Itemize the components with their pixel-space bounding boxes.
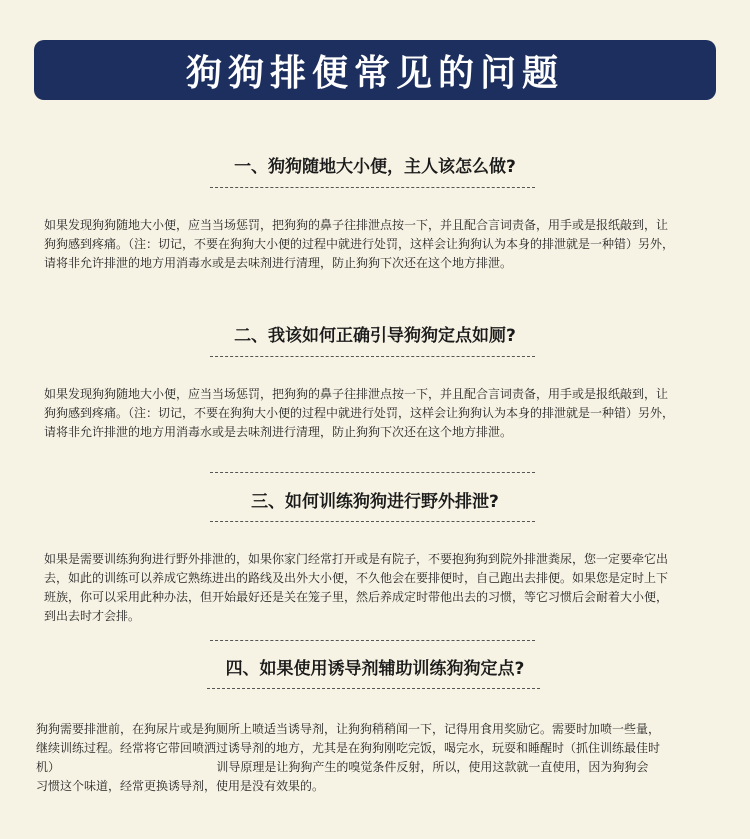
section-4-line: 继续训练过程。经常将它带回喷洒过诱导剂的地方，尤其是在狗狗刚吃完饭，喝完水，玩耍和睡醒时（抓住训练最佳时 bbox=[36, 741, 661, 755]
section-4-line: 狗狗需要排泄前，在狗尿片或是狗厕所上喷适当诱导剂，让狗狗稍稍闻一下，记得用食用奖励它。需要时加喷一些量， bbox=[36, 722, 661, 736]
section-3-line: 如果是需要训练狗狗进行野外排泄的，如果你家门经常打开或是有院子，不要抱狗狗到院外排泄粪尿，您一定要牵它出 bbox=[44, 552, 669, 566]
section-1-line: 狗狗感到疼痛。（注：切记，不要在狗狗大小便的过程中就进行处罚，这样会让狗狗认为本身的排泄就是一种错）另外， bbox=[44, 237, 675, 251]
section-4-line: 机） 训导原理是让狗狗产生的嗅觉条件反射，所以，使用这款就一直使用，因为狗狗会 bbox=[36, 760, 649, 774]
section-3-top-divider bbox=[210, 472, 535, 473]
section-2-paragraph bbox=[44, 385, 674, 442]
section-3-line: 班族，你可以采用此种办法，但开始最好还是关在笼子里，然后养成定时带他出去的习惯，等它习惯后会耐着大小便， bbox=[44, 590, 669, 604]
section-3-line: 去，如此的训练可以养成它熟练进出的路线及出外大小便，不久他会在要排便时，自己跑出去排便。如果您是定时上下 bbox=[44, 571, 669, 585]
section-3-divider bbox=[210, 521, 535, 522]
section-1-paragraph bbox=[44, 216, 674, 273]
section-4-divider bbox=[207, 688, 540, 689]
section-4-line: 习惯这个味道，经常更换诱导剂，使用是没有效果的。 bbox=[36, 779, 325, 793]
section-4-paragraph bbox=[36, 720, 660, 796]
section-1-title: 一、狗狗随地大小便，主人该怎么做? bbox=[234, 157, 516, 177]
section-4-top-divider bbox=[210, 640, 535, 641]
section-2-divider bbox=[210, 356, 535, 357]
section-3-line: 到出去时才会排。 bbox=[44, 609, 141, 623]
section-3-paragraph bbox=[44, 550, 668, 626]
section-1-line: 如果发现狗狗随地大小便，应当当场惩罚，把狗狗的鼻子往排泄点按一下，并且配合言词责备，用手或是报纸敲到，让 bbox=[44, 218, 669, 232]
section-3-title: 三、如何训练狗狗进行野外排泄? bbox=[251, 492, 499, 512]
section-2-line: 请将非允许排泄的地方用消毒水或是去味剂进行清理，防止狗狗下次还在这个地方排泄。 bbox=[44, 425, 513, 439]
section-1-line: 请将非允许排泄的地方用消毒水或是去味剂进行清理，防止狗狗下次还在这个地方排泄。 bbox=[44, 256, 513, 270]
title-banner bbox=[34, 40, 716, 100]
section-2-line: 狗狗感到疼痛。（注：切记，不要在狗狗大小便的过程中就进行处罚，这样会让狗狗认为本身的排泄就是一种错）另外， bbox=[44, 406, 675, 420]
section-1-divider bbox=[210, 187, 535, 188]
section-2-title: 二、我该如何正确引导狗狗定点如厕? bbox=[234, 326, 516, 346]
section-2-line: 如果发现狗狗随地大小便，应当当场惩罚，把狗狗的鼻子往排泄点按一下，并且配合言词责备，用手或是报纸敲到，让 bbox=[44, 387, 669, 401]
page-title: 狗狗排便常见的问题 bbox=[185, 52, 564, 94]
section-4-title: 四、如果使用诱导剂辅助训练狗狗定点? bbox=[225, 659, 525, 679]
